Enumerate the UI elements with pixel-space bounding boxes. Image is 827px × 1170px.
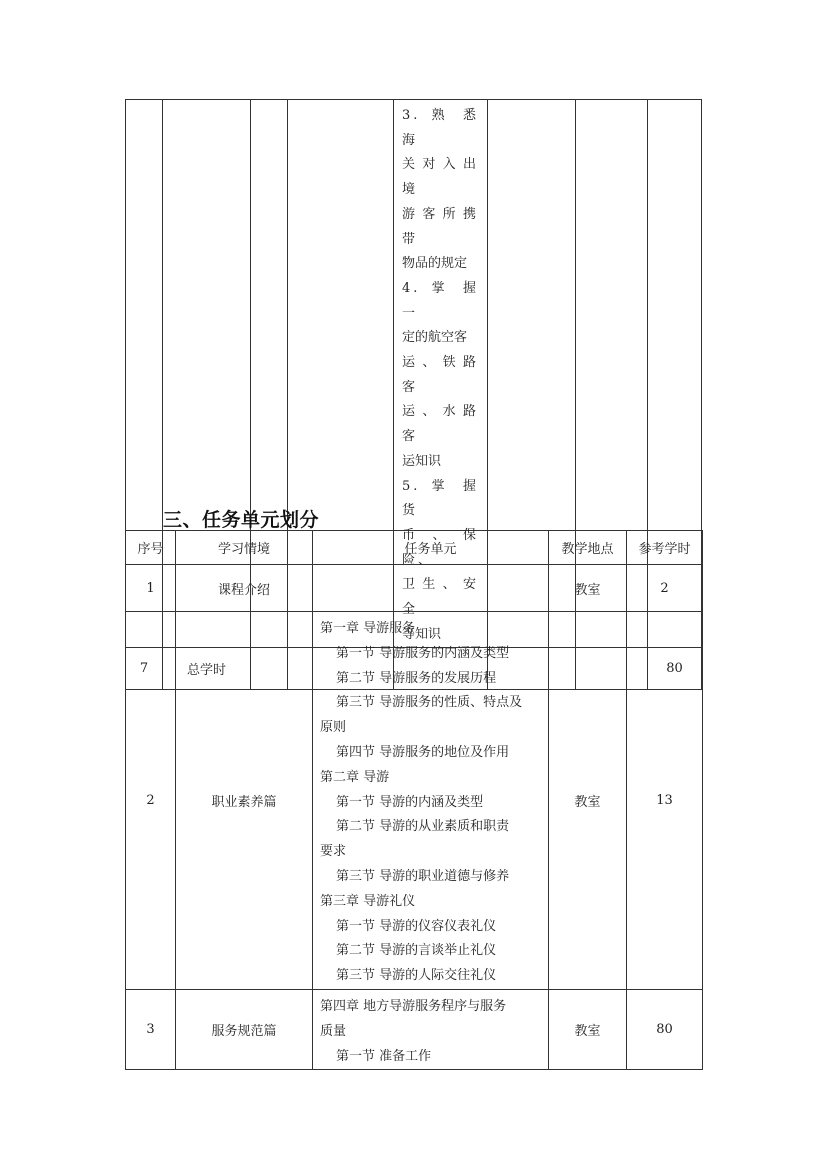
header-seq: 序号 (126, 531, 176, 565)
section-title: 三、任务单元划分 (163, 509, 320, 531)
teaching-location: 教室 (549, 989, 627, 1069)
row-number: 2 (126, 612, 176, 990)
chapter-line: 第三章 导游礼仪 (320, 893, 416, 909)
reference-hours: 2 (627, 565, 703, 612)
table-row (126, 612, 703, 990)
section-line: 第一节 准备工作 (336, 1048, 432, 1064)
description-line: 5. 掌 握 货 (402, 478, 479, 519)
section-line: 要求 (320, 844, 347, 860)
description-line: 运知识 (402, 453, 442, 469)
header-hours: 参考学时 (627, 531, 703, 565)
section-line: 第二节 导游的从业素质和职责 (336, 819, 510, 835)
section-line: 第一节 导游的仪容仪表礼仪 (336, 918, 497, 934)
section-line: 第三节 导游的人际交往礼仪 (336, 968, 497, 984)
section-line: 原则 (320, 720, 347, 736)
table-row (126, 989, 703, 1069)
row-number: 1 (126, 565, 176, 612)
description-line: 定的航空客 (402, 330, 468, 346)
teaching-location: 教室 (549, 612, 627, 990)
description-line: 运、铁路客 (402, 355, 479, 395)
description-line: 卫生、安全 (402, 577, 479, 618)
learning-context: 职业素养篇 (176, 612, 313, 990)
section-line: 第三节 导游服务的性质、特点及 (336, 695, 523, 711)
section-line: 第四节 导游服务的地位及作用 (336, 744, 510, 760)
description-line: 物品的规定 (402, 256, 468, 272)
section-line: 第三节 导游的职业道德与修养 (336, 868, 510, 884)
chapter-line: 第二章 导游 (320, 769, 390, 785)
reference-hours: 80 (627, 989, 703, 1069)
row-number: 3 (126, 989, 176, 1069)
task-unit-cell (313, 612, 549, 990)
row-number: 7 (126, 648, 163, 690)
section-line: 第一节 导游的内涵及类型 (336, 794, 484, 810)
header-context: 学习情境 (176, 531, 313, 565)
reference-hours: 13 (627, 612, 703, 990)
learning-context: 服务规范篇 (176, 989, 313, 1069)
teaching-location: 教室 (549, 565, 627, 612)
header-location: 教学地点 (549, 531, 627, 565)
total-hours-value: 80 (648, 648, 702, 690)
table-header-row (126, 531, 703, 565)
description-line: 运、水路客 (402, 404, 479, 445)
description-line: 等知识 (402, 626, 442, 642)
task-unit-cell (313, 565, 549, 612)
description-line: 4. 掌 握 一 (402, 280, 479, 321)
task-unit-cell (313, 989, 549, 1069)
section-line: 第一节 导游服务的内涵及类型 (336, 645, 510, 661)
description-line: 游客所携带 (402, 206, 479, 247)
section-line: 第二节 导游服务的发展历程 (336, 670, 497, 686)
total-hours-label: 总学时 (163, 648, 251, 690)
header-task-unit: 任务单元 (313, 531, 549, 565)
chapter-line: 第一章 导游服务 (320, 621, 416, 636)
table-row (126, 565, 703, 612)
chapter-line: 质量 (320, 1023, 347, 1039)
chapter-line: 第四章 地方导游服务程序与服务 (320, 998, 507, 1014)
description-line: 币、保险、 (402, 527, 479, 568)
task-unit-table (125, 530, 703, 1070)
section-line: 第二节 导游的言谈举止礼仪 (336, 943, 497, 959)
description-line: 3. 熟 悉 海 (402, 108, 479, 148)
learning-context: 课程介绍 (176, 565, 313, 612)
description-line: 关对入出境 (402, 157, 479, 198)
